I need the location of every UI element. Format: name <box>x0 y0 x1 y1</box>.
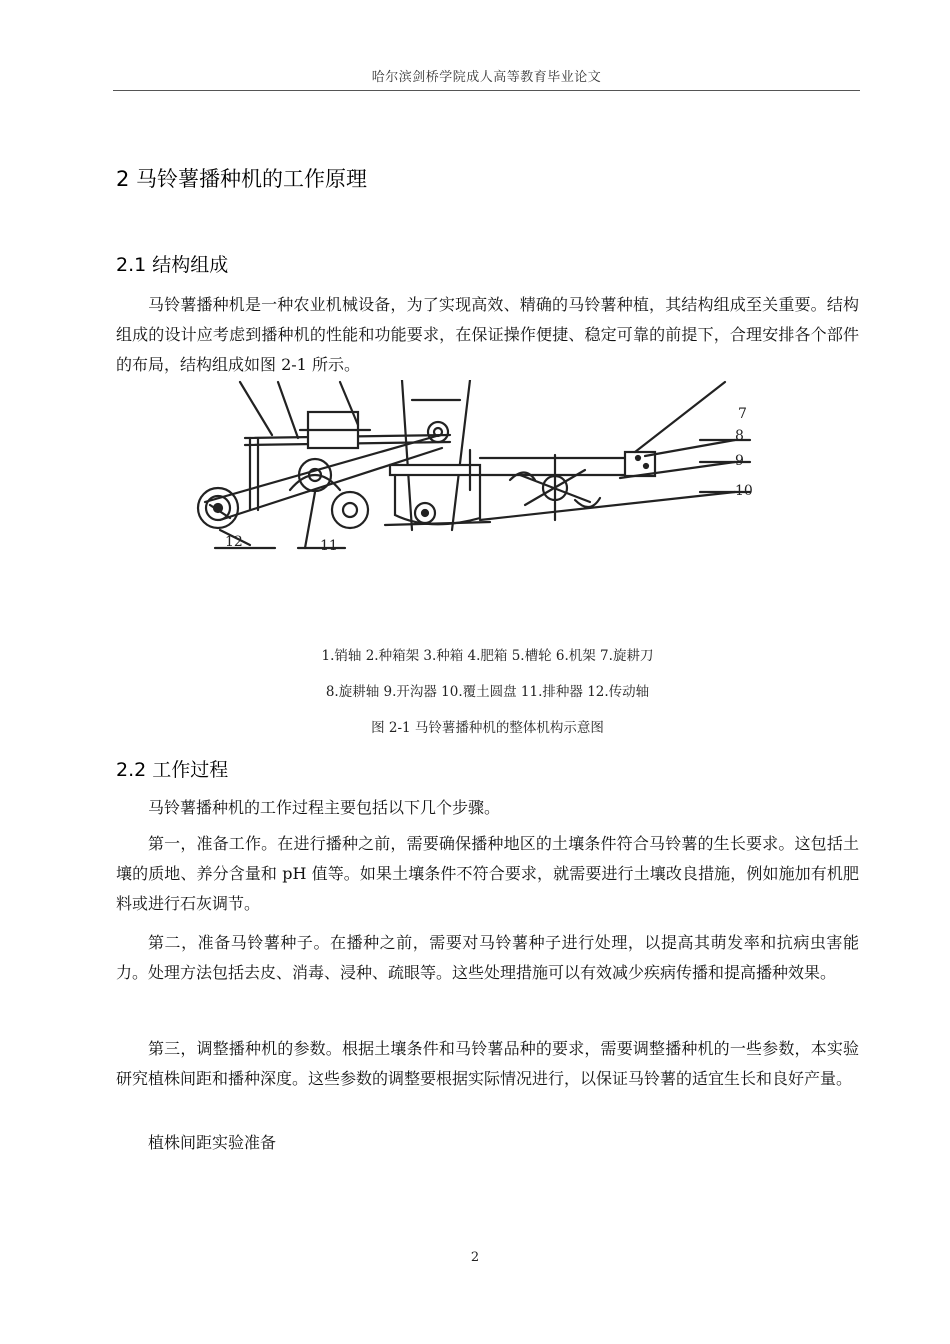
process-step-2: 第二，准备马铃薯种子。在播种之前，需要对马铃薯种子进行处理，以提高其萌发率和抗病虫害能力。处理方法包括去皮、消毒、浸种、疏眼等。这些处理措施可以有效减少疾病传播和提高播种效果。 <box>116 933 859 982</box>
callout-10: 10 <box>735 483 753 499</box>
seeder-diagram-drawing <box>180 380 800 570</box>
spacing-experiment-heading: 植株间距实验准备 <box>148 1133 277 1152</box>
section-heading-2-2: 2.2 工作过程 <box>116 759 229 781</box>
process-step-1: 第一，准备工作。在进行播种之前，需要确保播种地区的土壤条件符合马铃薯的生长要求。这包括土壤的质地、养分含量和 pH 值等。如果土壤条件不符合要求，就需要进行土壤改良措施，例如施加有机肥料或进行石灰调节。 <box>116 834 859 913</box>
page-header: 哈尔滨剑桥学院成人高等教育毕业论文 <box>371 70 602 85</box>
header-divider <box>113 90 860 91</box>
figure-legend-line-1: 1.销轴 2.种箱架 3.种箱 4.肥箱 5.槽轮 6.机架 7.旋耕刀 <box>321 648 654 664</box>
figure-legend-line-2: 8.旋耕轴 9.开沟器 10.覆土圆盘 11.排种器 12.传动轴 <box>325 684 650 700</box>
callout-11: 11 <box>320 538 338 554</box>
chapter-title: 2 马铃薯播种机的工作原理 <box>116 167 368 191</box>
structure-paragraph: 马铃薯播种机是一种农业机械设备，为了实现高效、精确的马铃薯种植，其结构组成至关重要。结构组成的设计应考虑到播种机的性能和功能要求，在保证操作便捷、稳定可靠的前提下，合理安排各个部件的布局，结构组成如图 2-1 所示。 <box>116 295 859 374</box>
page-number: 2 <box>470 1250 480 1265</box>
callout-8: 8 <box>735 428 744 444</box>
callout-9: 9 <box>735 453 744 469</box>
process-step-3: 第三，调整播种机的参数。根据土壤条件和马铃薯品种的要求，需要调整播种机的一些参数，本实验研究植株间距和播种深度。这些参数的调整要根据实际情况进行，以保证马铃薯的适宜生长和良好产量。 <box>116 1039 859 1088</box>
seeder-diagram <box>180 380 800 570</box>
callout-12: 12 <box>225 534 243 550</box>
figure-caption: 图 2-1 马铃薯播种机的整体机构示意图 <box>371 720 604 736</box>
callout-7: 7 <box>738 406 747 422</box>
process-intro: 马铃薯播种机的工作过程主要包括以下几个步骤。 <box>148 798 501 817</box>
section-heading-2-1: 2.1 结构组成 <box>116 254 229 276</box>
